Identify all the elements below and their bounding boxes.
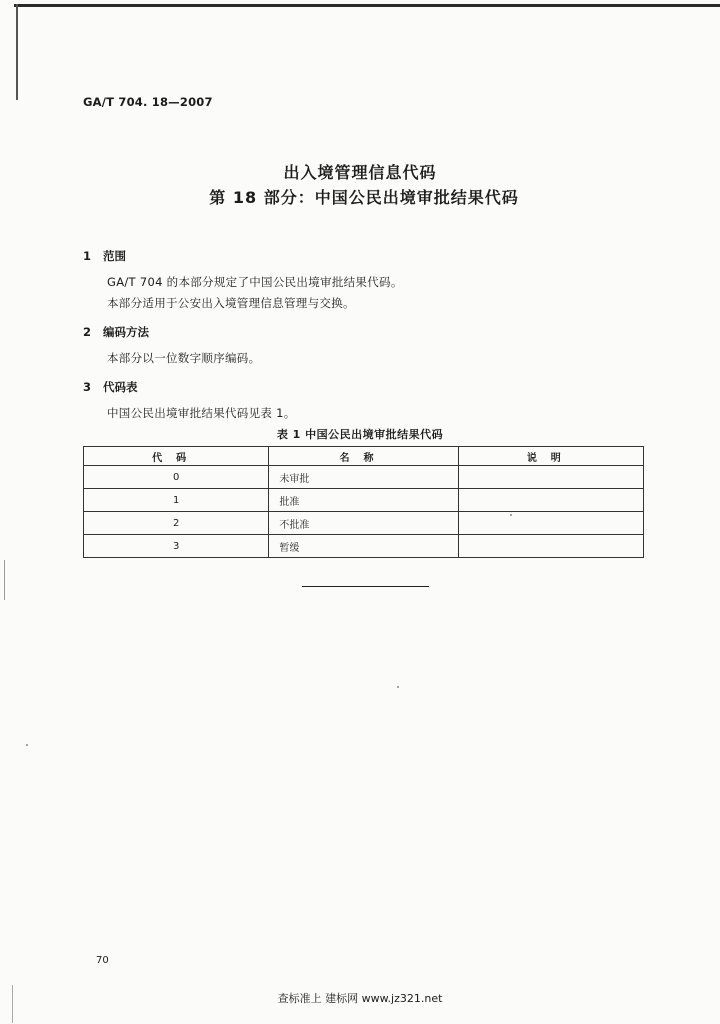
standard-code: GA/T 704. 18—2007 xyxy=(83,95,213,109)
section-title: 代码表 xyxy=(103,380,138,394)
scan-speck xyxy=(397,686,399,688)
cell-code: 1 xyxy=(84,489,269,512)
header-description: 说明 xyxy=(458,447,643,466)
cell-description xyxy=(458,466,643,489)
table-header-row xyxy=(84,447,644,466)
scan-speck xyxy=(26,744,28,746)
section-heading-scope xyxy=(83,248,126,264)
section-title: 范围 xyxy=(103,249,126,263)
scan-edge-left-mark xyxy=(4,560,5,600)
table-row xyxy=(84,466,644,489)
section-heading-coding-method xyxy=(83,324,149,340)
table-row xyxy=(84,489,644,512)
scan-edge-top xyxy=(14,4,720,7)
page-number: 70 xyxy=(96,955,109,966)
cell-description xyxy=(458,489,643,512)
end-of-document-rule xyxy=(302,586,429,587)
paragraph: GA/T 704 的本部分规定了中国公民出境审批结果代码。 xyxy=(107,275,403,289)
paragraph: 中国公民出境审批结果代码见表 1。 xyxy=(107,406,296,420)
header-code: 代码 xyxy=(84,447,269,466)
cell-description xyxy=(458,512,643,535)
cell-code: 0 xyxy=(84,466,269,489)
paragraph: 本部分以一位数字顺序编码。 xyxy=(107,351,261,365)
footer-watermark: 查标准上 建标网 www.jz321.net xyxy=(277,992,443,1005)
cell-code: 2 xyxy=(84,512,269,535)
section-number: 3 xyxy=(83,380,92,394)
document-title: 出入境管理信息代码 xyxy=(283,163,437,182)
table-row xyxy=(84,535,644,558)
section-number: 1 xyxy=(83,249,92,263)
section-title: 编码方法 xyxy=(103,325,149,339)
cell-code: 3 xyxy=(84,535,269,558)
header-name: 名称 xyxy=(269,447,458,466)
cell-name: 批准 xyxy=(269,489,458,512)
code-table xyxy=(83,446,644,558)
section-number: 2 xyxy=(83,325,92,339)
cell-name: 暂缓 xyxy=(269,535,458,558)
table-caption: 表 1 中国公民出境审批结果代码 xyxy=(276,428,444,441)
paragraph: 本部分适用于公安出入境管理信息管理与交换。 xyxy=(107,296,355,310)
document-subtitle: 第 18 部分：中国公民出境审批结果代码 xyxy=(209,188,519,207)
cell-name: 未审批 xyxy=(269,466,458,489)
table-row xyxy=(84,512,644,535)
scan-edge-left xyxy=(16,4,18,100)
section-heading-code-table xyxy=(83,379,138,395)
cell-description xyxy=(458,535,643,558)
cell-name: 不批准 xyxy=(269,512,458,535)
